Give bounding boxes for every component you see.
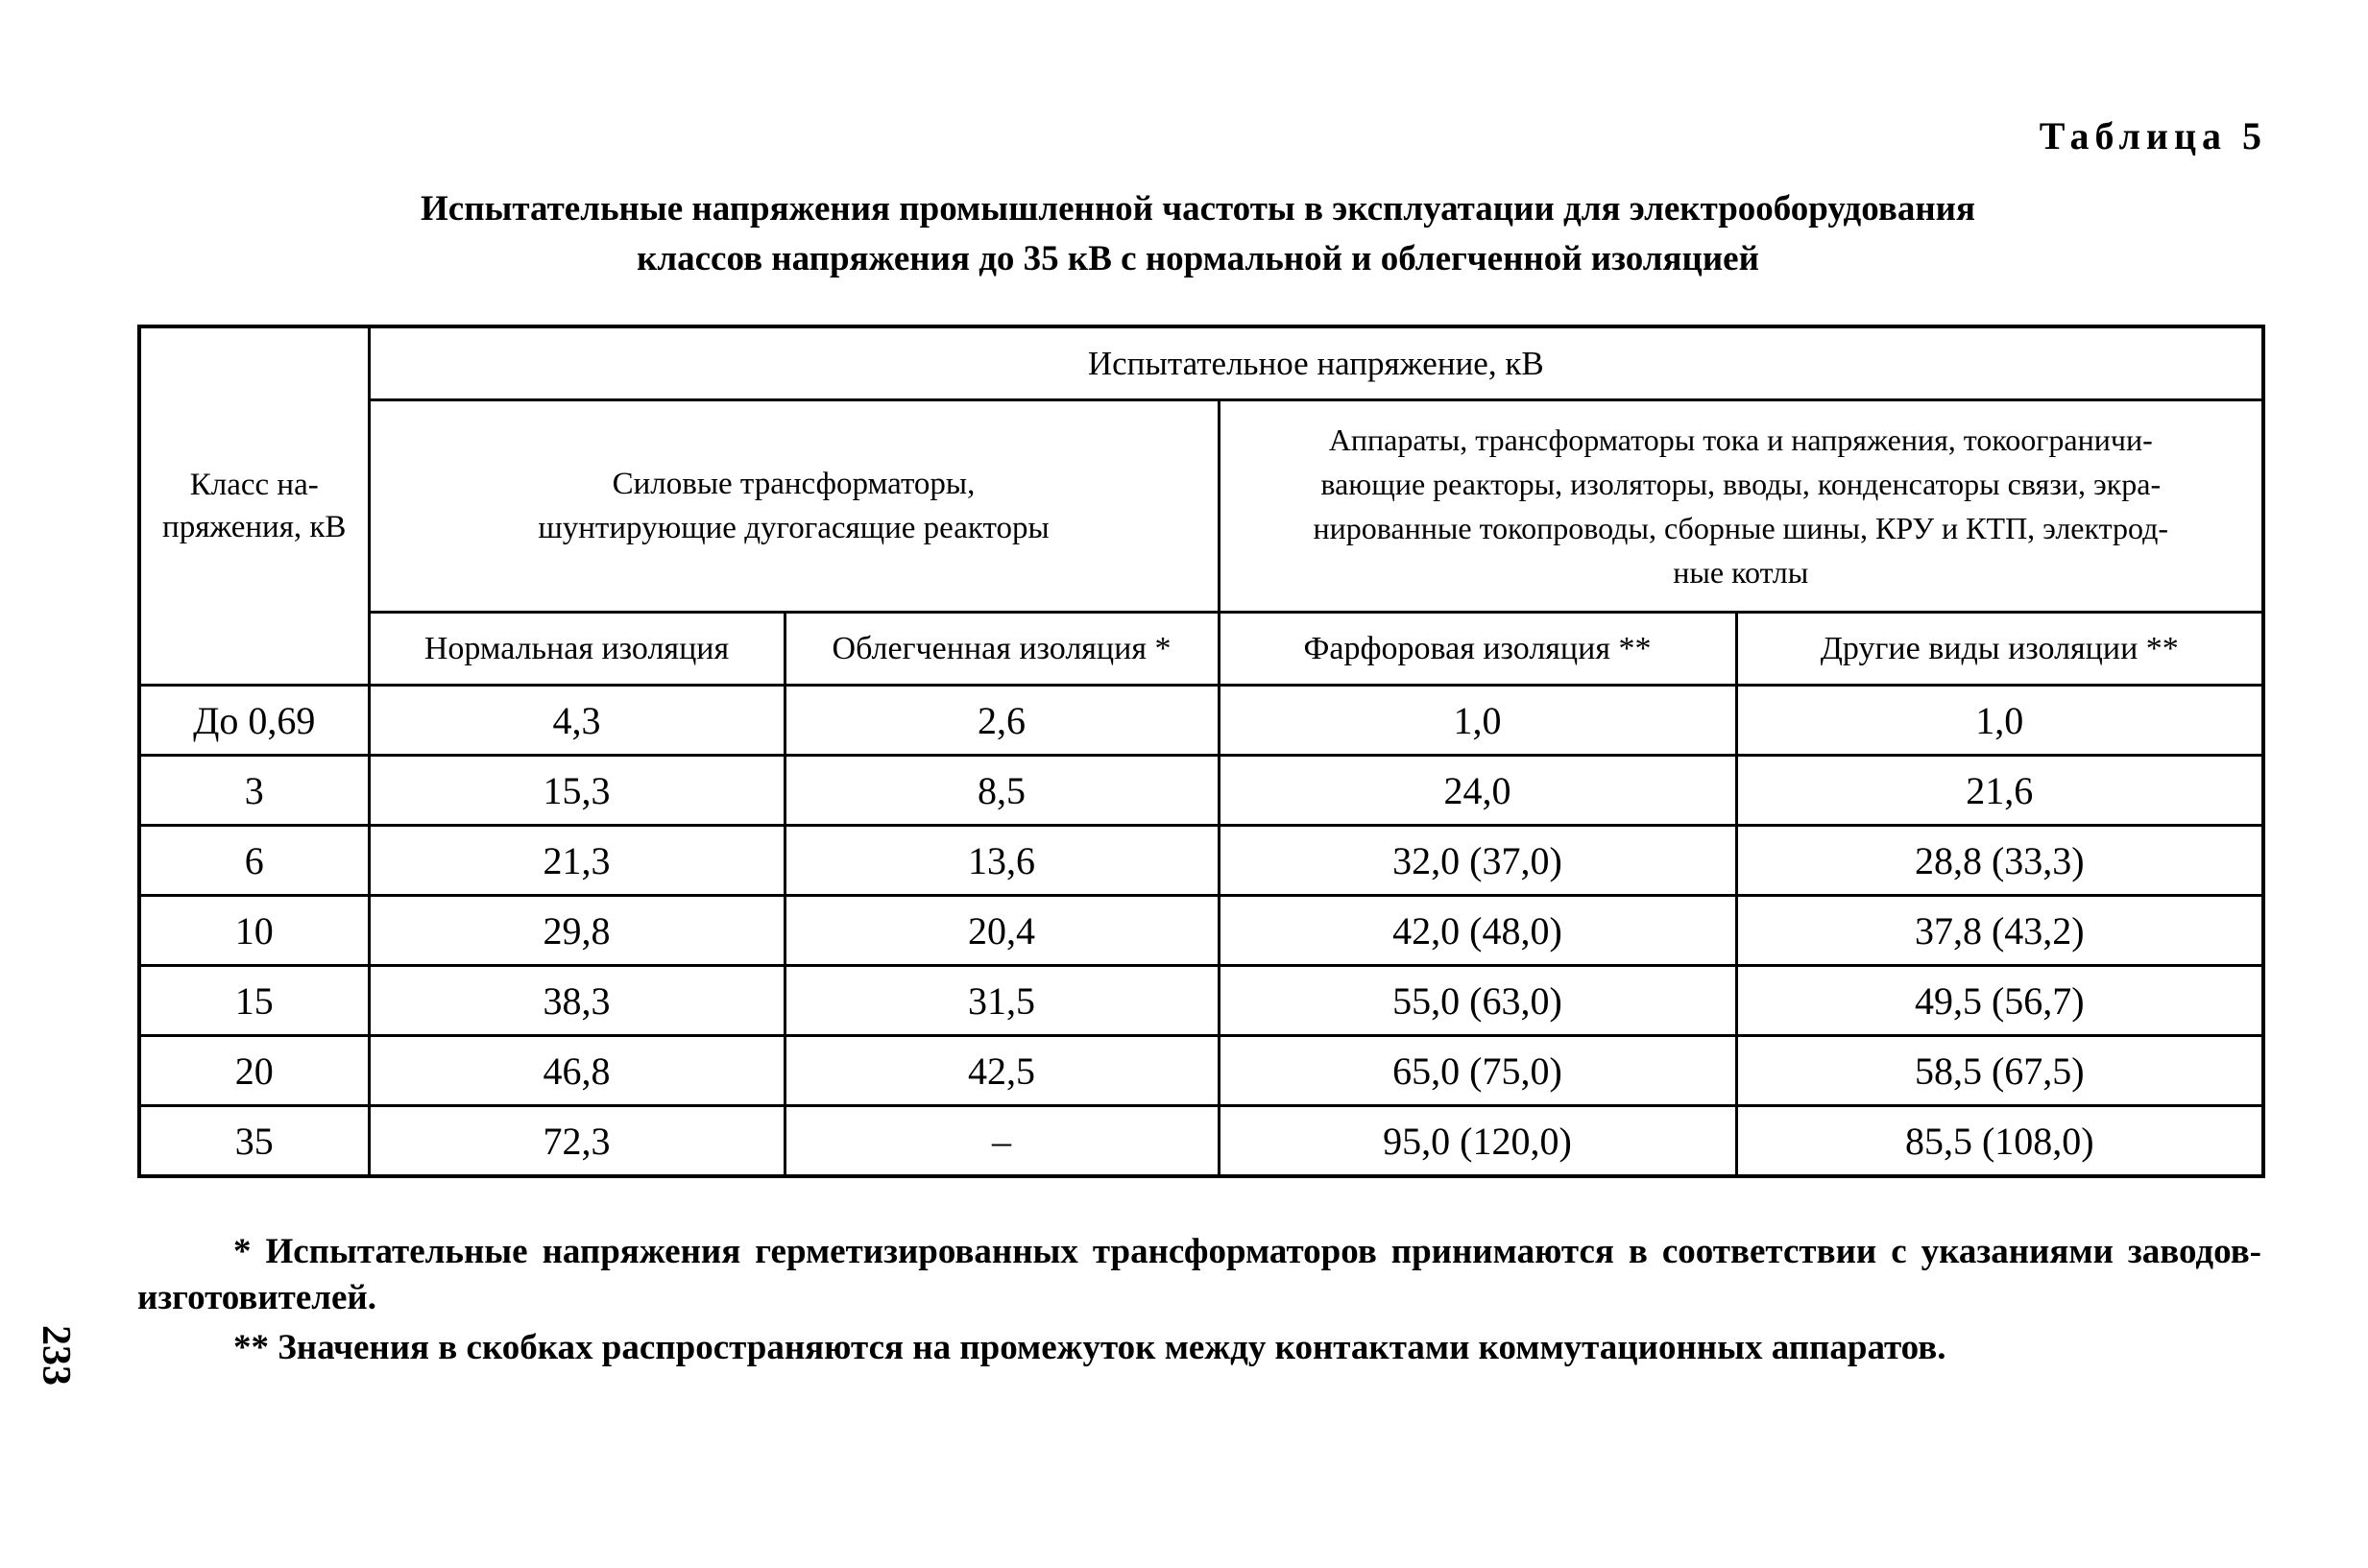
cell-normal: 38,3 [369, 966, 785, 1036]
cell-voltage-class: 15 [139, 966, 369, 1036]
cell-normal: 15,3 [369, 756, 785, 826]
cell-light: 8,5 [785, 756, 1219, 826]
cell-porcelain: 65,0 (75,0) [1219, 1036, 1736, 1106]
header-voltage-class-line-2: пряжения, кВ [162, 510, 347, 544]
table-row [139, 756, 2263, 826]
cell-normal: 4,3 [369, 686, 785, 756]
title-line-1: Испытательные напряжения промышленной частоты в эксплуатации для электрооборудования [421, 189, 1975, 229]
test-voltage-table [137, 325, 2265, 1178]
table-row [139, 686, 2263, 756]
cell-normal: 29,8 [369, 896, 785, 966]
cell-voltage-class: 35 [139, 1106, 369, 1177]
header-apparatus [1219, 400, 2263, 613]
cell-voltage-class: 10 [139, 896, 369, 966]
cell-normal: 21,3 [369, 826, 785, 896]
header-porcelain-insulation: Фарфоровая изоляция ** [1219, 613, 1736, 686]
cell-normal: 46,8 [369, 1036, 785, 1106]
cell-normal: 72,3 [369, 1106, 785, 1177]
cell-porcelain: 95,0 (120,0) [1219, 1106, 1736, 1177]
cell-porcelain: 42,0 (48,0) [1219, 896, 1736, 966]
cell-voltage-class: 20 [139, 1036, 369, 1106]
cell-other: 37,8 (43,2) [1736, 896, 2263, 966]
footnotes [137, 1229, 2261, 1375]
header-light-insulation: Облегченная изоляция * [785, 613, 1219, 686]
table-row [139, 1036, 2263, 1106]
cell-voltage-class: 6 [139, 826, 369, 896]
header-power-transformers-line-2: шунтирующие дугогасящие реакторы [538, 511, 1050, 545]
page-number: 233 [34, 1325, 78, 1386]
header-power-transformers [369, 400, 1219, 613]
cell-light: 31,5 [785, 966, 1219, 1036]
cell-other: 58,5 (67,5) [1736, 1036, 2263, 1106]
header-apparatus-line-2: вающие реакторы, изоляторы, вводы, конденсаторы связи, экра- [1320, 467, 2162, 501]
cell-light: 20,4 [785, 896, 1219, 966]
cell-other: 28,8 (33,3) [1736, 826, 2263, 896]
cell-light: 2,6 [785, 686, 1219, 756]
cell-porcelain: 55,0 (63,0) [1219, 966, 1736, 1036]
cell-light: 13,6 [785, 826, 1219, 896]
header-apparatus-line-4: ные котлы [1673, 555, 1809, 590]
cell-light: – [785, 1106, 1219, 1177]
header-voltage-class [139, 326, 369, 686]
table-title [134, 184, 2261, 284]
table-label: Таблица 5 [2039, 114, 2267, 157]
cell-other: 85,5 (108,0) [1736, 1106, 2263, 1177]
header-test-voltage: Испытательное напряжение, кВ [369, 326, 2263, 400]
table-row [139, 966, 2263, 1036]
cell-porcelain: 1,0 [1219, 686, 1736, 756]
cell-other: 21,6 [1736, 756, 2263, 826]
cell-porcelain: 24,0 [1219, 756, 1736, 826]
footnote-1: * Испытательные напряжения герметизированных трансформаторов принимаются в соответствии с указаниями заводов-изготовителей. [137, 1232, 2261, 1317]
cell-voltage-class: До 0,69 [139, 686, 369, 756]
header-apparatus-line-3: нированные токопроводы, сборные шины, КРУ и КТП, электрод- [1313, 511, 2169, 545]
cell-light: 42,5 [785, 1036, 1219, 1106]
cell-porcelain: 32,0 (37,0) [1219, 826, 1736, 896]
table-row [139, 826, 2263, 896]
cell-other: 1,0 [1736, 686, 2263, 756]
table-row [139, 896, 2263, 966]
table-row [139, 1106, 2263, 1177]
header-normal-insulation: Нормальная изоляция [369, 613, 785, 686]
header-power-transformers-line-1: Силовые трансформаторы, [612, 467, 976, 501]
header-other-insulation: Другие виды изоляции ** [1736, 613, 2263, 686]
title-line-2: классов напряжения до 35 кВ с нормальной и облегченной изоляцией [637, 239, 1759, 278]
cell-voltage-class: 3 [139, 756, 369, 826]
cell-other: 49,5 (56,7) [1736, 966, 2263, 1036]
footnote-2: ** Значения в скобках распространяются на промежуток между контактами коммутационных аппаратов. [233, 1328, 1946, 1367]
header-voltage-class-line-1: Класс на- [189, 468, 319, 502]
header-apparatus-line-1: Аппараты, трансформаторы тока и напряжения, токоограничи- [1328, 422, 2153, 457]
